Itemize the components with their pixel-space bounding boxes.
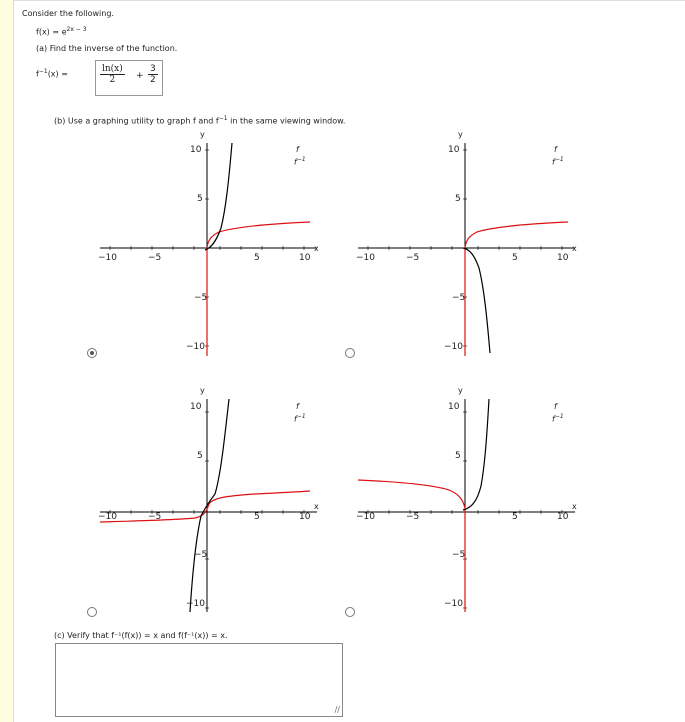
finv-legend-label: $f^{-1}$ [552, 156, 564, 167]
finv-curve [465, 222, 568, 248]
x-tick-5: 5 [512, 512, 518, 522]
x-tick-neg10: −10 [356, 253, 375, 263]
y-tick-neg10: −10 [186, 342, 205, 352]
x-tick-neg5: −5 [148, 253, 162, 263]
y-tick-5: 5 [455, 194, 461, 204]
y-axis-label: y [458, 386, 463, 395]
x-tick-5: 5 [254, 253, 260, 263]
x-tick-neg10: −10 [98, 512, 117, 522]
y-tick-neg10: −10 [444, 599, 463, 609]
x-axis-label: x [572, 502, 577, 511]
part-a-label: (a) Find the inverse of the function. [36, 44, 178, 53]
graph-option-c [95, 384, 325, 614]
x-tick-10: 10 [557, 253, 569, 263]
resize-grip-icon[interactable]: ∕∕ [334, 705, 340, 714]
fraction-3-over-2: $\frac{3}{2}$ [150, 64, 156, 85]
x-axis-label: x [314, 244, 319, 253]
y-tick-5: 5 [197, 451, 203, 461]
option-b-radio[interactable] [345, 348, 355, 358]
x-tick-neg5: −5 [406, 512, 420, 522]
finv-legend-label: $f^{-1}$ [294, 413, 306, 424]
y-tick-10: 10 [190, 402, 202, 412]
y-tick-5: 5 [455, 451, 461, 461]
graph-option-b [353, 128, 583, 358]
x-axis-label: x [572, 244, 577, 253]
part-c-label: (c) Verify that f⁻¹(f(x)) = x and f(f⁻¹(x)) = x. [54, 631, 228, 640]
fraction-ln-x-over-2: $\frac{\ln(x)}{2}$ [102, 64, 123, 85]
f-legend-label: f [296, 402, 299, 411]
x-tick-10: 10 [557, 512, 569, 522]
y-axis-label: y [200, 130, 205, 139]
y-tick-neg10: −10 [186, 599, 205, 609]
option-c-radio[interactable] [87, 607, 97, 617]
finv-legend-label: $f^{-1}$ [552, 413, 564, 424]
f-curve [463, 399, 489, 510]
question-prompt: Consider the following. [22, 9, 114, 18]
y-tick-10: 10 [448, 402, 460, 412]
function-definition: $f(x) = e^{2x - 3}$ [36, 26, 87, 37]
x-tick-10: 10 [299, 512, 311, 522]
x-tick-neg5: −5 [148, 512, 162, 522]
f-curve [463, 248, 490, 353]
f-legend-label: f [554, 402, 557, 411]
x-tick-5: 5 [512, 253, 518, 263]
left-margin-bar [0, 0, 14, 722]
y-tick-neg5: −5 [194, 293, 208, 303]
y-tick-neg5: −5 [452, 550, 466, 560]
y-tick-neg10: −10 [444, 342, 463, 352]
option-a-radio[interactable] [87, 348, 97, 358]
f-legend-label: f [554, 145, 557, 154]
x-tick-neg10: −10 [356, 512, 375, 522]
x-tick-neg10: −10 [98, 253, 117, 263]
graph-option-d [353, 384, 583, 614]
inverse-label: $f^{-1}(x)$ = [36, 68, 68, 79]
f-curve [190, 399, 229, 612]
finv-curve [207, 222, 310, 248]
graph-option-a [95, 128, 325, 358]
inverse-answer-box[interactable] [95, 60, 163, 96]
finv-curve [100, 491, 310, 522]
x-tick-neg5: −5 [406, 253, 420, 263]
f-curve [205, 143, 232, 250]
y-tick-5: 5 [197, 194, 203, 204]
y-tick-10: 10 [190, 145, 202, 155]
finv-curve [358, 480, 465, 612]
y-tick-neg5: −5 [194, 550, 208, 560]
x-tick-5: 5 [254, 512, 260, 522]
f-legend-label: f [296, 145, 299, 154]
finv-legend-label: $f^{-1}$ [294, 156, 306, 167]
y-tick-neg5: −5 [452, 293, 466, 303]
plus-sign: + [136, 71, 144, 81]
x-tick-10: 10 [299, 253, 311, 263]
part-b-label: (b) Use a graphing utility to graph f and $f^{-1}$ in the same viewing window. [54, 115, 346, 126]
verification-textarea[interactable] [55, 643, 343, 717]
x-axis-label: x [314, 502, 319, 511]
y-axis-label: y [200, 386, 205, 395]
top-divider [13, 0, 685, 1]
option-d-radio[interactable] [345, 607, 355, 617]
y-axis-label: y [458, 130, 463, 139]
y-tick-10: 10 [448, 145, 460, 155]
